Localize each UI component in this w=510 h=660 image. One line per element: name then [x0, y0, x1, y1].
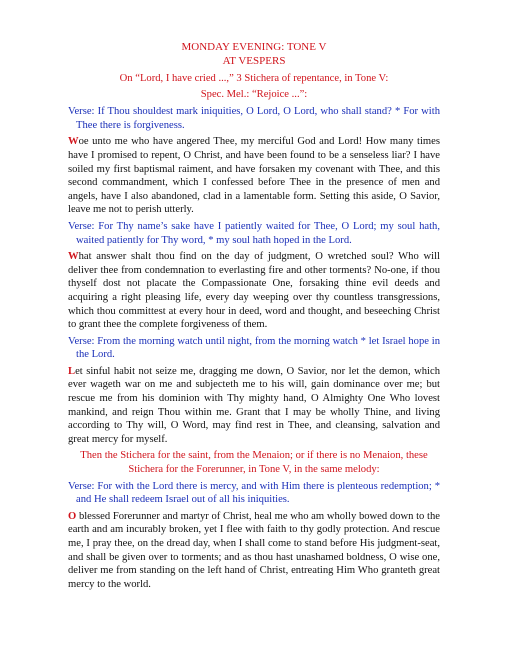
sticheron-text: hat answer shalt thou find on the day of judgment, O wretched soul? Who will deliver thee from condemnation to everlasting fire and other torments? No-one, if thou thyself dost not placate the Compassionate One, forsaking thine evil deeds and acquiring a right pleasing life, every day weeping over thy countless transgressions, which thou committest at every hour in deed, word and thought, and beseeching Christ to grant thee the complete forgiveness of them.: [68, 251, 440, 331]
sticheron-4: [68, 510, 440, 592]
page-title: MONDAY EVENING: TONE V: [181, 41, 327, 53]
sticheron-2: [68, 250, 440, 332]
melody-rubric: Spec. Mel.: “Rejoice ...”:: [200, 88, 308, 100]
page-subtitle: AT VESPERS: [222, 55, 286, 67]
verse-4: Verse: For with the Lord there is mercy, and with Him there is plenteous redemption; * and He shall redeem Israel out of all his iniquities.: [68, 480, 440, 506]
sticheron-3: [68, 365, 440, 447]
verse-1: Verse: If Thou shouldest mark iniquities, O Lord, O Lord, who shall stand? * For with Thee there is forgiveness.: [68, 106, 440, 131]
document-page: [68, 40, 440, 591]
drop-initial: L: [68, 365, 76, 377]
verse-2: Verse: For Thy name’s sake have I patiently waited for Thee, O Lord; my soul hath, waited patiently for Thy word, * my soul hath hoped in the Lord.: [68, 220, 440, 246]
drop-initial: O: [68, 510, 77, 522]
sticheron-text: oe unto me who have angered Thee, my merciful God and Lord! How many times have I promised to repent, O Christ, and have been found to be a senseless liar? I have soiled my first baptismal raiment, and have forsaken my covenant with Thee, and this second commandment, which I confessed before Thee in the presence of men and angels, have I also abandoned, clad in a lamentable form. Setting this aside, O Savior, leave me not to perish utterly.: [68, 136, 440, 216]
menaion-rubric: Then the Stichera for the saint, from the Menaion; or if there is no Menaion, these Stichera for the Forerunner, in Tone V, in the same melody:: [80, 450, 428, 476]
sticheron-1: [68, 135, 440, 217]
intro-rubric: On “Lord, I have cried ...,” 3 Stichera of repentance, in Tone V:: [119, 73, 389, 84]
sticheron-text: blessed Forerunner and martyr of Christ, heal me who am wholly bowed down to the earth and am incurably broken, yet I flee with faith to thy godly protection. And rescue me, I pray thee, on the dread day, when I shall come to stand before His judgment-seat, and shall be given over to torments; and as thou hast unashamed boldness, O wise one, deliver me from standing on the left hand of Christ, entreating Him Who granteth great mercy to the world.: [68, 510, 440, 590]
drop-initial: W: [68, 136, 79, 148]
sticheron-text: et sinful habit not seize me, dragging me down, O Savior, nor let the demon, which ever wageth war on me and subjecteth me to his will, gain dominance over me; but rescue me from his dominion with Thy mighty hand, O Almighty One Who lovest mankind, and reign Thou within me. Grant that I may be wholly Thine, and living according to Thy will, O Word, may find rest in Thee, and cleansing, salvation and great mercy for myself.: [68, 365, 440, 445]
verse-3: Verse: From the morning watch until night, from the morning watch * let Israel hope in the Lord.: [68, 335, 440, 361]
drop-initial: W: [68, 251, 79, 263]
